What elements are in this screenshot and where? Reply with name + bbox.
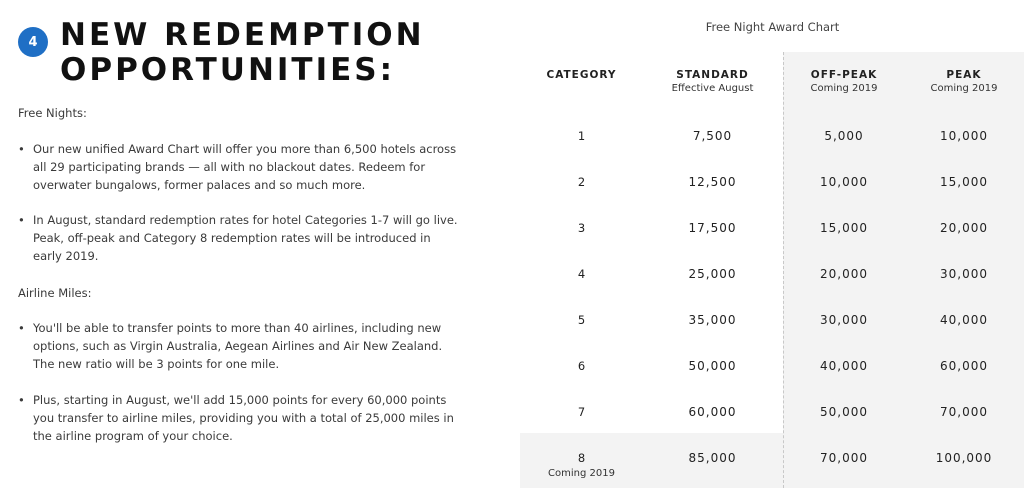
section-label-free-nights: Free Nights: bbox=[18, 106, 87, 120]
cell-off-peak: 5,000 bbox=[824, 129, 864, 143]
column-header-peak: PEAK Coming 2019 bbox=[930, 69, 998, 94]
bullet-icon: • bbox=[18, 393, 25, 407]
cell-category: 4 bbox=[577, 267, 586, 281]
cell-standard: 35,000 bbox=[688, 313, 737, 327]
cell-off-peak: 50,000 bbox=[820, 405, 868, 419]
cell-category: 3 bbox=[577, 221, 586, 235]
cell-off-peak: 40,000 bbox=[820, 359, 868, 373]
award-chart-title: Free Night Award Chart bbox=[705, 20, 840, 34]
cell-peak: 100,000 bbox=[935, 451, 993, 465]
cell-category: 2 bbox=[577, 175, 586, 189]
title-line-1: NEW REDEMPTION bbox=[60, 17, 425, 53]
cell-peak: 10,000 bbox=[940, 129, 988, 143]
bullet-icon: • bbox=[18, 321, 25, 335]
cell-peak: 20,000 bbox=[940, 221, 988, 235]
title-line-2: OPPORTUNITIES: bbox=[60, 52, 396, 88]
cell-standard: 60,000 bbox=[688, 405, 737, 419]
cell-peak: 60,000 bbox=[940, 359, 988, 373]
column-header-category: CATEGORY bbox=[546, 69, 617, 81]
cell-off-peak: 30,000 bbox=[820, 313, 868, 327]
list-item: • Plus, starting in August, we'll add 15,000 points for every 60,000 points you transfer to airline miles, providing you with a total of 25,000 miles in the airline program of your choice. bbox=[18, 393, 454, 443]
list-item: • Our new unified Award Chart will offer you more than 6,500 hotels across all 29 participating brands — all with no blackout dates. Redeem for overwater bungalows, former palaces and so much more. bbox=[18, 142, 457, 192]
cell-standard: 17,500 bbox=[688, 221, 737, 235]
list-item: • In August, standard redemption rates for hotel Categories 1-7 will go live. Peak, off-peak and Category 8 redemption rates will be introduced in early 2019. bbox=[18, 213, 458, 263]
cell-category: 6 bbox=[577, 359, 586, 373]
cell-off-peak: 10,000 bbox=[820, 175, 868, 189]
step-number-badge: 4 bbox=[18, 27, 48, 57]
cell-peak: 40,000 bbox=[940, 313, 988, 327]
cell-standard: 25,000 bbox=[688, 267, 737, 281]
cell-peak: 15,000 bbox=[940, 175, 988, 189]
cell-category: 5 bbox=[577, 313, 586, 327]
cell-standard: 85,000 bbox=[688, 451, 737, 465]
cell-category: 7 bbox=[577, 405, 586, 419]
cell-standard: 7,500 bbox=[692, 129, 733, 143]
cell-off-peak: 70,000 bbox=[820, 451, 868, 465]
cell-category: 8 Coming 2019 bbox=[520, 451, 643, 479]
article-body bbox=[0, 0, 470, 488]
cell-off-peak: 20,000 bbox=[820, 267, 868, 281]
bullet-icon: • bbox=[18, 142, 25, 156]
cell-off-peak: 15,000 bbox=[820, 221, 868, 235]
category-note: Coming 2019 bbox=[548, 468, 615, 479]
list-item: • You'll be able to transfer points to more than 40 airlines, including new options, such as Virgin Australia, Aegean Airlines and Air New Zealand. The new ratio will be 3 points for one mile. bbox=[18, 321, 443, 371]
cell-peak: 70,000 bbox=[940, 405, 988, 419]
column-header-off-peak: OFF-PEAK Coming 2019 bbox=[810, 69, 878, 94]
bullet-icon: • bbox=[18, 213, 25, 227]
cell-standard: 12,500 bbox=[688, 175, 737, 189]
section-label-airline-miles: Airline Miles: bbox=[18, 286, 92, 300]
cell-standard: 50,000 bbox=[688, 359, 737, 373]
cell-peak: 30,000 bbox=[940, 267, 988, 281]
cell-category: 1 bbox=[577, 129, 586, 143]
page-title bbox=[60, 18, 460, 88]
column-header-standard: STANDARD Effective August bbox=[671, 69, 754, 94]
